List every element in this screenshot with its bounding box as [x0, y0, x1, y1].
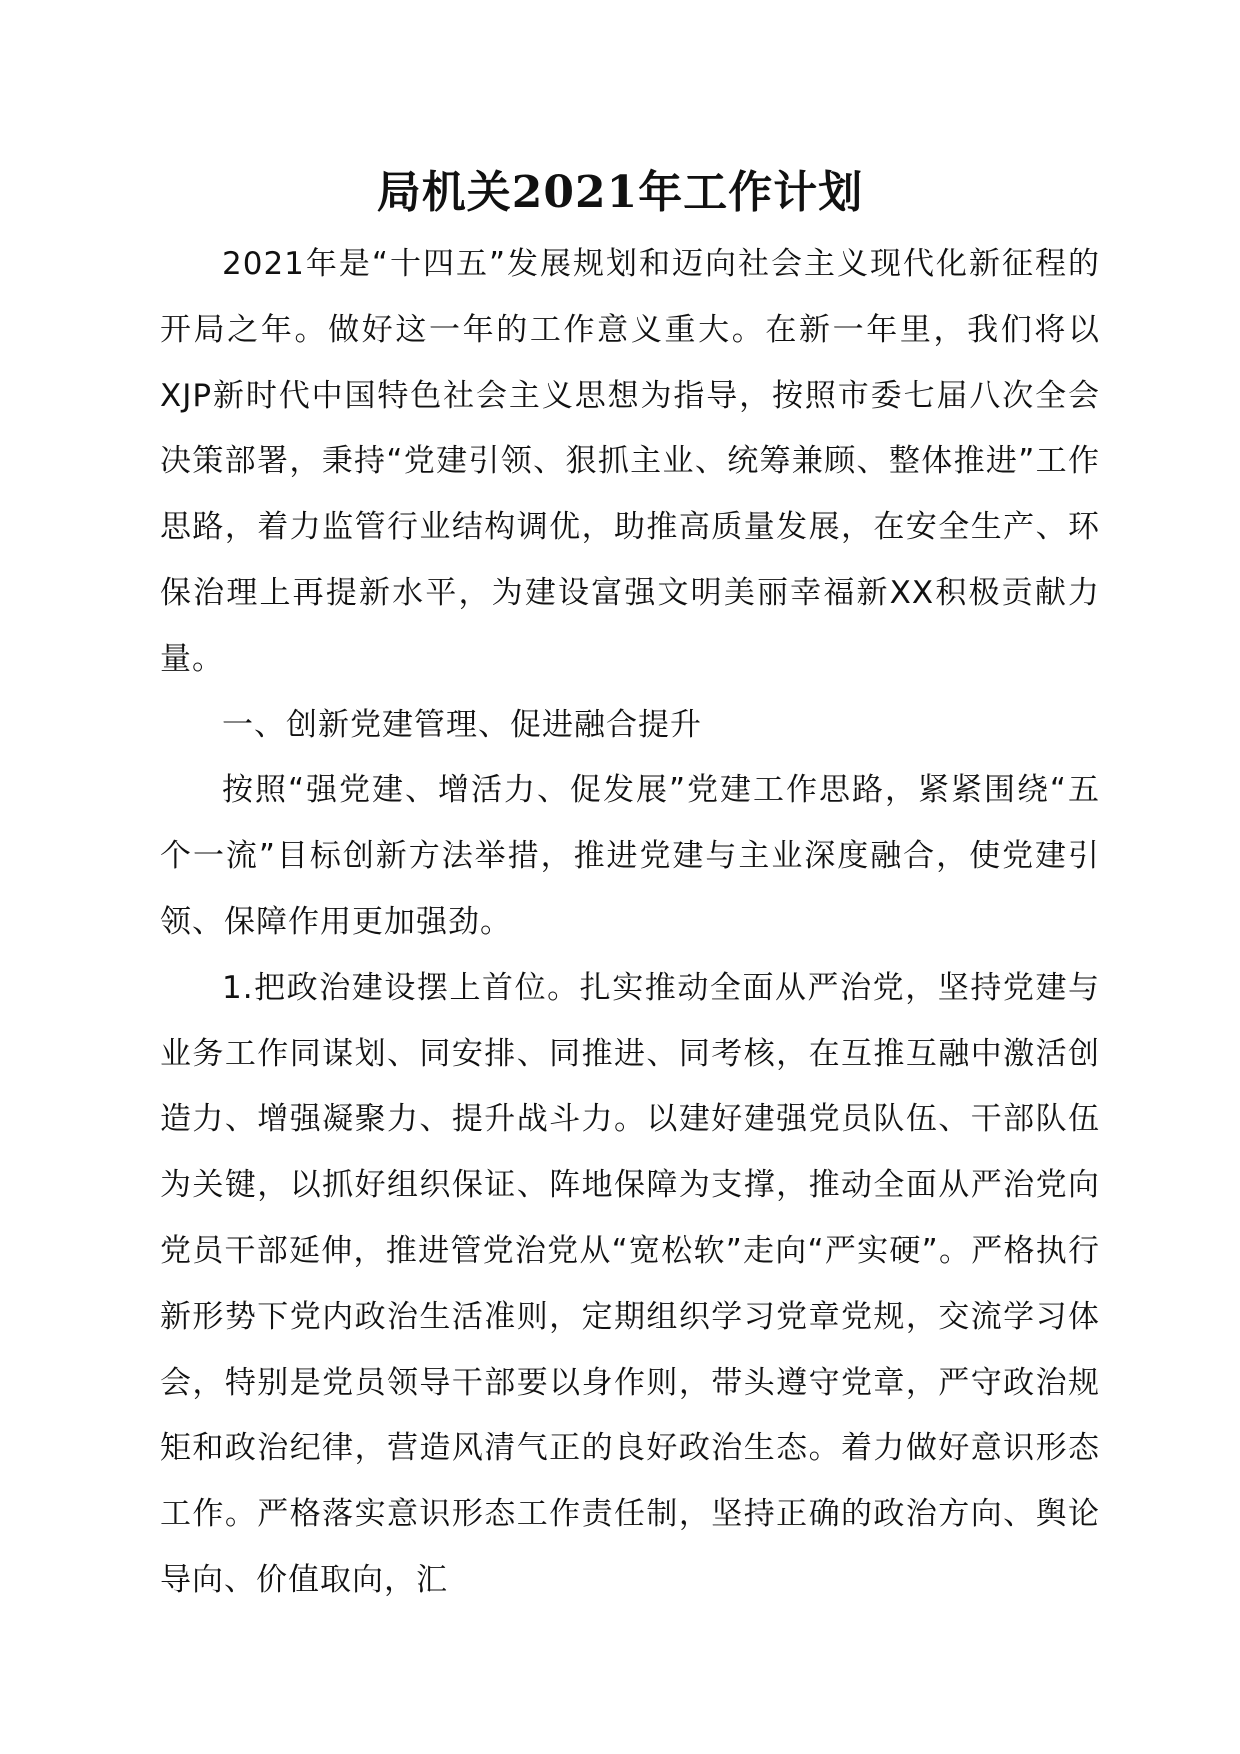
paragraph-item-1: 1.把政治建设摆上首位。扎实推动全面从严治党，坚持党建与业务工作同谋划、同安排、同推进、同考核，在互推互融中激活创造力、增强凝聚力、提升战斗力。以建好建强党员队伍、干部队伍为关键，以抓好组织保证、阵地保障为支撑，推动全面从严治党向党员干部延伸，推进管党治党从“宽松软”走向“严实硬”。严格执行新形势下党内政治生活准则，定期组织学习党章党规，交流学习体会，特别是党员领导干部要以身作则，带头遵守党章，严守政治规矩和政治纪律，营造风清气正的良好政治生态。着力做好意识形态工作。严格落实意识形态工作责任制，坚持正确的政治方向、舆论导向、价值取向，汇	[160, 969, 1100, 1598]
document-body	[160, 232, 1100, 1614]
paragraph-section-intro: 按照“强党建、增活力、促发展”党建工作思路，紧紧围绕“五个一流”目标创新方法举措，推进党建与主业深度融合，使党建引领、保障作用更加强劲。	[160, 772, 1100, 940]
section-heading: 一、创新党建管理、促进融合提升	[222, 706, 702, 743]
document-title: 局机关2021年工作计划	[376, 167, 864, 218]
paragraph-intro: 2021年是“十四五”发展规划和迈向社会主义现代化新征程的开局之年。做好这一年的工作意义重大。在新一年里，我们将以XJP新时代中国特色社会主义思想为指导，按照市委七届八次全会决策部署，秉持“党建引领、狠抓主业、统筹兼顾、整体推进”工作思路，着力监管行业结构调优，助推高质量发展，在安全生产、环保治理上再提新水平，为建设富强文明美丽幸福新XX积极贡献力量。	[160, 246, 1100, 677]
